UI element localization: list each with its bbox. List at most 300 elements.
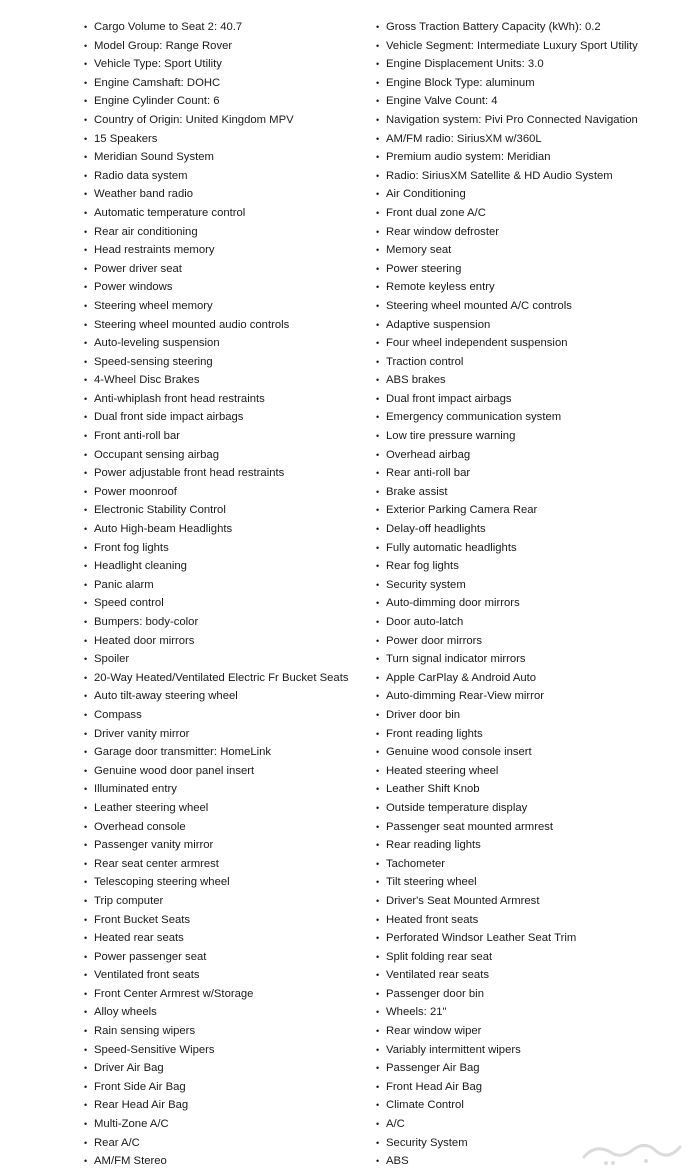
feature-item [376, 836, 696, 855]
feature-label: Front anti-roll bar [94, 430, 181, 443]
bullet-icon: • [376, 672, 380, 683]
bullet-icon: • [376, 189, 380, 200]
feature-label: Security System [386, 1136, 468, 1149]
bullet-icon: • [84, 728, 88, 739]
feature-item [84, 483, 374, 502]
bullet-icon: • [376, 840, 380, 851]
bullet-icon: • [376, 226, 380, 237]
feature-item [84, 241, 374, 260]
feature-label: Engine Block Type: aluminum [386, 76, 535, 89]
bullet-icon: • [84, 1156, 88, 1167]
feature-item [376, 74, 696, 93]
feature-label: Power steering [386, 262, 462, 275]
bullet-icon: • [376, 765, 380, 776]
bullet-icon: • [84, 486, 88, 497]
feature-item [84, 18, 374, 37]
bullet-icon: • [84, 709, 88, 720]
feature-label: Passenger Air Bag [386, 1062, 480, 1075]
feature-label: Panic alarm [94, 578, 154, 591]
feature-item [84, 687, 374, 706]
bullet-icon: • [84, 654, 88, 665]
feature-label: Variably intermittent wipers [386, 1043, 521, 1056]
feature-label: Rear window wiper [386, 1025, 482, 1038]
feature-label: Turn signal indicator mirrors [386, 653, 526, 666]
feature-item [84, 613, 374, 632]
feature-label: Outside temperature display [386, 801, 528, 814]
feature-label: Apple CarPlay & Android Auto [386, 671, 537, 684]
feature-item [84, 1003, 374, 1022]
feature-label: Gross Traction Battery Capacity (kWh): 0.2 [386, 21, 601, 33]
bullet-icon: • [84, 914, 88, 925]
feature-item [376, 855, 696, 874]
bullet-icon: • [376, 858, 380, 869]
bullet-icon: • [376, 635, 380, 646]
feature-label: Four wheel independent suspension [386, 337, 568, 350]
feature-item [84, 818, 374, 837]
feature-item [84, 371, 374, 390]
bullet-icon: • [84, 152, 88, 163]
bullet-icon: • [376, 40, 380, 51]
feature-label: Auto-dimming door mirrors [386, 597, 520, 610]
bullet-icon: • [376, 1063, 380, 1074]
feature-label: AM/FM Stereo [94, 1155, 167, 1168]
bullet-icon: • [84, 858, 88, 869]
feature-item [376, 539, 696, 558]
bullet-icon: • [376, 914, 380, 925]
feature-item [84, 632, 374, 651]
feature-item [84, 911, 374, 930]
feature-item [84, 111, 374, 130]
feature-item [84, 1134, 374, 1153]
bullet-icon: • [84, 1026, 88, 1037]
bullet-icon: • [84, 802, 88, 813]
feature-label: Power door mirrors [386, 634, 483, 647]
bullet-icon: • [84, 561, 88, 572]
bullet-icon: • [84, 468, 88, 479]
bullet-icon: • [376, 338, 380, 349]
bullet-icon: • [84, 263, 88, 274]
bullet-icon: • [84, 951, 88, 962]
bullet-icon: • [376, 598, 380, 609]
bullet-icon: • [376, 505, 380, 516]
feature-item [84, 334, 374, 353]
feature-item [84, 501, 374, 520]
feature-item [84, 316, 374, 335]
bullet-icon: • [84, 784, 88, 795]
feature-label: Overhead airbag [386, 448, 471, 461]
feature-item [84, 148, 374, 167]
bullet-icon: • [84, 338, 88, 349]
feature-label: Driver vanity mirror [94, 727, 190, 740]
feature-label: Power windows [94, 281, 173, 294]
feature-label: Security system [386, 578, 466, 591]
feature-item [376, 408, 696, 427]
feature-item [376, 353, 696, 372]
feature-label: Front reading lights [386, 727, 483, 740]
feature-item [376, 501, 696, 520]
feature-label: Front Head Air Bag [386, 1080, 483, 1093]
feature-item [84, 594, 374, 613]
feature-item [84, 185, 374, 204]
bullet-icon: • [84, 1063, 88, 1074]
bullet-icon: • [376, 393, 380, 404]
feature-item [376, 204, 696, 223]
feature-item [84, 446, 374, 465]
bullet-icon: • [84, 524, 88, 535]
feature-label: Steering wheel memory [94, 299, 213, 312]
feature-item [376, 390, 696, 409]
bullet-icon: • [84, 672, 88, 683]
feature-item [84, 948, 374, 967]
bullet-icon: • [84, 449, 88, 460]
bullet-icon: • [84, 1137, 88, 1148]
feature-item [376, 316, 696, 335]
feature-label: Model Group: Range Rover [94, 39, 233, 52]
bullet-icon: • [376, 245, 380, 256]
feature-item [84, 74, 374, 93]
bullet-icon: • [84, 617, 88, 627]
bullet-icon: • [376, 1100, 380, 1111]
bullet-icon: • [376, 431, 380, 442]
bullet-icon: • [376, 988, 380, 999]
feature-label: Country of Origin: United Kingdom MPV [94, 113, 294, 126]
bullet-icon: • [376, 77, 380, 88]
feature-item [376, 297, 696, 316]
bullet-icon: • [84, 226, 88, 237]
feature-item [376, 966, 696, 985]
bullet-icon: • [84, 579, 88, 590]
feature-label: Electronic Stability Control [94, 504, 226, 517]
bullet-icon: • [376, 114, 380, 125]
feature-item [84, 353, 374, 372]
feature-item [376, 464, 696, 483]
feature-label: Split folding rear seat [386, 950, 493, 963]
feature-label: Rear fog lights [386, 560, 459, 573]
feature-label: Headlight cleaning [94, 560, 187, 573]
feature-label: Memory seat [386, 244, 452, 257]
feature-label: Trip computer [94, 894, 164, 907]
bullet-icon: • [376, 1081, 380, 1092]
feature-item [376, 725, 696, 744]
bullet-icon: • [376, 970, 380, 981]
bullet-icon: • [84, 245, 88, 256]
feature-item [84, 836, 374, 855]
feature-label: Brake assist [386, 485, 448, 498]
feature-item [84, 92, 374, 111]
feature-item [84, 929, 374, 948]
bullet-icon: • [376, 319, 380, 330]
bullet-icon: • [376, 356, 380, 367]
feature-item [376, 1022, 696, 1041]
feature-label: Power passenger seat [94, 950, 207, 963]
bullet-icon: • [84, 877, 88, 888]
bullet-icon: • [84, 747, 88, 758]
feature-label: Occupant sensing airbag [94, 448, 219, 461]
feature-label: 15 Speakers [94, 132, 158, 145]
feature-label: Delay-off headlights [386, 523, 486, 536]
feature-label: Steering wheel mounted A/C controls [386, 299, 572, 312]
bullet-icon: • [376, 1119, 380, 1130]
feature-item [376, 576, 696, 595]
feature-label: AM/FM radio: SiriusXM w/360L [386, 132, 542, 145]
bullet-icon: • [84, 170, 88, 181]
bullet-icon: • [376, 617, 380, 627]
feature-item [376, 780, 696, 799]
feature-item [376, 632, 696, 651]
feature-label: Illuminated entry [94, 783, 177, 796]
bullet-icon: • [84, 77, 88, 88]
bullet-icon: • [84, 598, 88, 609]
bullet-icon: • [84, 505, 88, 516]
feature-item [376, 278, 696, 297]
feature-label: Ventilated front seats [94, 969, 200, 982]
feature-item [84, 892, 374, 911]
bullet-icon: • [84, 1100, 88, 1111]
feature-item [84, 464, 374, 483]
feature-item [84, 725, 374, 744]
bullet-icon: • [376, 412, 380, 423]
features-column-right [376, 18, 696, 1171]
bullet-icon: • [84, 282, 88, 293]
feature-label: Passenger seat mounted armrest [386, 820, 554, 833]
feature-item [376, 427, 696, 446]
feature-item [84, 855, 374, 874]
bullet-icon: • [376, 152, 380, 163]
bullet-icon: • [376, 821, 380, 832]
bullet-icon: • [376, 802, 380, 813]
feature-item [376, 185, 696, 204]
feature-label: Rear seat center armrest [94, 857, 219, 870]
bullet-icon: • [376, 579, 380, 590]
feature-item [376, 167, 696, 186]
feature-label: Power moonroof [94, 485, 177, 498]
feature-label: Auto-leveling suspension [94, 337, 220, 350]
feature-item [376, 613, 696, 632]
feature-label: Driver Air Bag [94, 1062, 164, 1075]
bullet-icon: • [376, 59, 380, 70]
feature-item [84, 427, 374, 446]
bullet-icon: • [84, 542, 88, 553]
feature-item [376, 446, 696, 465]
bullet-icon: • [376, 951, 380, 962]
bullet-icon: • [376, 895, 380, 906]
bullet-icon: • [84, 133, 88, 144]
feature-label: Front dual zone A/C [386, 206, 486, 219]
bullet-icon: • [84, 1044, 88, 1055]
bullet-icon: • [84, 319, 88, 330]
feature-label: Power adjustable front head restraints [94, 467, 285, 480]
feature-item [376, 223, 696, 242]
feature-label: Genuine wood console insert [386, 746, 532, 759]
feature-item [376, 111, 696, 130]
feature-label: Cargo Volume to Seat 2: 40.7 [94, 21, 243, 33]
bullet-icon: • [376, 524, 380, 535]
feature-label: Rear A/C [94, 1136, 140, 1149]
feature-item [84, 1152, 374, 1171]
feature-label: Front Bucket Seats [94, 913, 191, 926]
feature-item [84, 985, 374, 1004]
bullet-icon: • [84, 300, 88, 311]
feature-item [376, 818, 696, 837]
bullet-icon: • [84, 96, 88, 107]
feature-label: Rear reading lights [386, 839, 481, 852]
bullet-icon: • [84, 412, 88, 423]
feature-item [84, 130, 374, 149]
feature-label: Heated steering wheel [386, 764, 499, 777]
feature-label: Premium audio system: Meridian [386, 151, 551, 164]
feature-label: Auto-dimming Rear-View mirror [386, 690, 544, 703]
feature-item [84, 539, 374, 558]
bullet-icon: • [84, 821, 88, 832]
feature-item [84, 408, 374, 427]
feature-label: Compass [94, 708, 142, 721]
feature-label: Emergency communication system [386, 411, 562, 424]
bullet-icon: • [84, 970, 88, 981]
feature-item [376, 520, 696, 539]
feature-item [84, 1059, 374, 1078]
feature-item [376, 948, 696, 967]
feature-item [84, 873, 374, 892]
feature-item [84, 223, 374, 242]
bullet-icon: • [376, 468, 380, 479]
bullet-icon: • [84, 691, 88, 702]
feature-item [84, 1078, 374, 1097]
bullet-icon: • [376, 1156, 380, 1167]
feature-item [84, 167, 374, 186]
feature-label: Navigation system: Pivi Pro Connected Navigation [386, 113, 638, 126]
feature-item [376, 911, 696, 930]
feature-label: Front Side Air Bag [94, 1080, 186, 1093]
feature-label: ABS [386, 1155, 409, 1168]
bullet-icon: • [376, 375, 380, 386]
feature-item [84, 762, 374, 781]
bullet-icon: • [376, 263, 380, 274]
bullet-icon: • [84, 207, 88, 218]
feature-label: Vehicle Segment: Intermediate Luxury Sport Utility [386, 39, 638, 52]
feature-label: Vehicle Type: Sport Utility [94, 58, 222, 71]
feature-item [376, 1003, 696, 1022]
bullet-icon: • [376, 1007, 380, 1018]
feature-item [376, 92, 696, 111]
feature-item [84, 650, 374, 669]
feature-label: Dual front side impact airbags [94, 411, 244, 424]
feature-label: Engine Camshaft: DOHC [94, 76, 221, 89]
bullet-icon: • [376, 691, 380, 702]
feature-label: Speed-sensing steering [94, 355, 213, 368]
bullet-icon: • [376, 784, 380, 795]
feature-item [376, 1115, 696, 1134]
feature-label: Speed-Sensitive Wipers [94, 1043, 215, 1056]
feature-label: Weather band radio [94, 188, 194, 201]
feature-label: Ventilated rear seats [386, 969, 489, 982]
feature-item [376, 241, 696, 260]
feature-item [84, 278, 374, 297]
bullet-icon: • [376, 542, 380, 553]
feature-label: Passenger vanity mirror [94, 839, 214, 852]
bullet-icon: • [376, 96, 380, 107]
feature-label: Dual front impact airbags [386, 392, 512, 405]
feature-label: 4-Wheel Disc Brakes [94, 374, 200, 387]
feature-item [376, 1041, 696, 1060]
feature-label: Engine Cylinder Count: 6 [94, 95, 220, 108]
feature-item [84, 669, 374, 688]
feature-label: Radio data system [94, 169, 188, 182]
feature-item [376, 892, 696, 911]
feature-label: Meridian Sound System [94, 151, 214, 164]
bullet-icon: • [84, 765, 88, 776]
feature-item [84, 706, 374, 725]
feature-item [84, 966, 374, 985]
feature-item [376, 1096, 696, 1115]
feature-label: Heated front seats [386, 913, 479, 926]
feature-label: Leather steering wheel [94, 801, 209, 814]
bullet-icon: • [84, 1007, 88, 1018]
feature-label: Genuine wood door panel insert [94, 764, 255, 777]
bullet-icon: • [84, 431, 88, 442]
bullet-icon: • [84, 40, 88, 51]
bullet-icon: • [376, 22, 380, 32]
feature-item [376, 18, 696, 37]
feature-label: Tachometer [386, 857, 446, 870]
feature-item [84, 1115, 374, 1134]
feature-label: Rear window defroster [386, 225, 500, 238]
feature-item [376, 929, 696, 948]
feature-label: ABS brakes [386, 374, 446, 387]
feature-label: Wheels: 21" [386, 1006, 447, 1019]
feature-label: Front Center Armrest w/Storage [94, 987, 254, 1000]
feature-item [84, 576, 374, 595]
bullet-icon: • [84, 1081, 88, 1092]
bullet-icon: • [84, 393, 88, 404]
feature-label: Power driver seat [94, 262, 182, 275]
bullet-icon: • [376, 133, 380, 144]
feature-label: Rain sensing wipers [94, 1025, 196, 1038]
bullet-icon: • [84, 895, 88, 906]
bullet-icon: • [84, 1119, 88, 1130]
bullet-icon: • [84, 189, 88, 200]
bullet-icon: • [376, 486, 380, 497]
feature-label: Bumpers: body-color [94, 616, 199, 628]
watermark-logo [576, 1135, 686, 1169]
feature-item [84, 37, 374, 56]
feature-label: Head restraints memory [94, 244, 215, 257]
feature-label: Speed control [94, 597, 164, 610]
feature-item [376, 55, 696, 74]
feature-label: Exterior Parking Camera Rear [386, 504, 538, 517]
features-column-left [84, 18, 374, 1171]
feature-item [376, 260, 696, 279]
bullet-icon: • [376, 654, 380, 665]
feature-item [376, 650, 696, 669]
feature-label: Climate Control [386, 1099, 464, 1112]
feature-label: Automatic temperature control [94, 206, 246, 219]
feature-item [376, 687, 696, 706]
feature-item [376, 1078, 696, 1097]
feature-item [84, 1096, 374, 1115]
feature-item [84, 520, 374, 539]
feature-label: Low tire pressure warning [386, 430, 516, 443]
feature-label: Passenger door bin [386, 987, 484, 1000]
feature-label: Auto High-beam Headlights [94, 523, 233, 536]
bullet-icon: • [376, 1137, 380, 1148]
feature-label: Multi-Zone A/C [94, 1118, 169, 1131]
feature-item [376, 706, 696, 725]
feature-label: Traction control [386, 355, 464, 368]
feature-label: Garage door transmitter: HomeLink [94, 746, 272, 759]
feature-item [376, 762, 696, 781]
feature-label: Overhead console [94, 820, 186, 833]
bullet-icon: • [376, 728, 380, 739]
